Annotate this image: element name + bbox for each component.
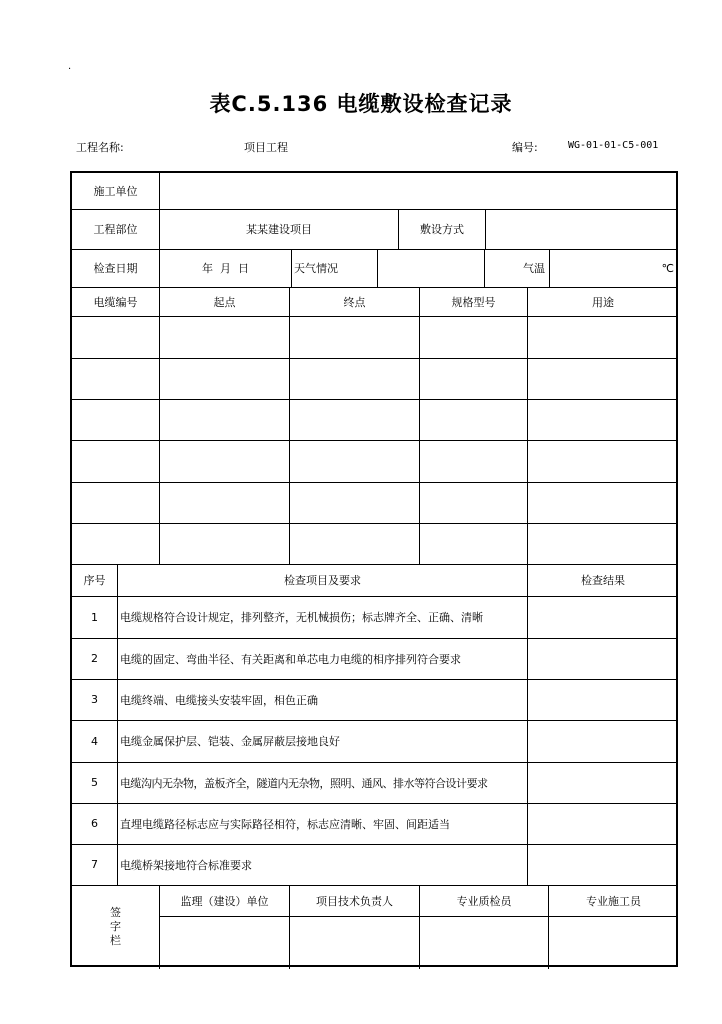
temperature-label: 气温 (523, 262, 545, 275)
grid-line (527, 287, 528, 564)
temperature-unit[interactable]: ℃ (661, 261, 674, 275)
code-value: WG-01-01-C5-001 (568, 140, 659, 151)
grid-line (72, 440, 676, 441)
cable-header-usage: 用途 (592, 295, 614, 309)
check-header-no: 序号 (83, 574, 106, 587)
check-item-result[interactable] (528, 679, 678, 720)
check-item-text: 电缆规格符合设计规定，排列整齐，无机械损伤；标志牌齐全、正确、清晰 (120, 611, 483, 624)
grid-line (72, 316, 676, 317)
check-header-result: 检查结果 (581, 574, 625, 587)
signature-label-char: 字 (110, 920, 121, 933)
signature-box-tech-lead[interactable] (290, 917, 419, 967)
check-item-no: 3 (91, 693, 98, 706)
page-mark: · (68, 64, 72, 75)
cable-header-start: 起点 (213, 295, 236, 309)
check-item-no: 7 (91, 858, 98, 871)
check-item-no: 2 (91, 652, 98, 665)
check-item-text: 电缆沟内无杂物，盖板齐全，隧道内无杂物，照明、通风、排水等符合设计要求 (120, 776, 488, 790)
grid-line (72, 358, 676, 359)
project-name-label: 工程名称: (76, 141, 124, 154)
signature-col-tech-lead: 项目技术负责人 (316, 894, 393, 908)
grid-line (289, 287, 290, 564)
grid-line (159, 287, 160, 564)
check-item-result[interactable] (528, 720, 678, 762)
inspection-form (70, 171, 678, 967)
signature-col-quality-inspector: 专业质检员 (456, 894, 512, 908)
check-item-no: 5 (91, 776, 98, 789)
signature-col-supervisor: 监理（建设）单位 (180, 894, 269, 908)
date-label: 检查日期 (93, 262, 138, 275)
grid-line (72, 399, 676, 400)
check-item-no: 1 (91, 610, 98, 624)
method-field[interactable] (486, 209, 678, 249)
check-item-result[interactable] (528, 638, 678, 679)
cable-header-end: 终点 (343, 295, 366, 309)
date-field[interactable]: 年 月 日 (202, 262, 249, 275)
check-item-text: 电缆的固定、弯曲半径、有关距离和单芯电力电缆的相序排列符合要求 (120, 652, 461, 666)
check-item-result[interactable] (528, 844, 678, 885)
check-item-no: 6 (91, 817, 98, 830)
part-field[interactable]: 某某建设项目 (246, 223, 312, 236)
method-label: 敷设方式 (420, 223, 464, 236)
check-header-item: 检查项目及要求 (284, 574, 361, 587)
signature-label (72, 885, 159, 969)
signature-label-char: 栏 (110, 934, 121, 947)
cable-header-number: 电缆编号 (93, 295, 138, 309)
check-item-text: 电缆终端、电缆接头安装牢固，相色正确 (120, 693, 318, 707)
signature-box-quality-inspector[interactable] (420, 917, 548, 967)
weather-field[interactable] (378, 249, 484, 287)
part-label: 工程部位 (93, 223, 138, 236)
check-item-result[interactable] (528, 596, 678, 638)
grid-line (72, 482, 676, 483)
construction-unit-label: 施工单位 (93, 185, 138, 198)
construction-unit-field[interactable] (160, 173, 678, 209)
check-item-result[interactable] (528, 803, 678, 844)
signature-box-supervisor[interactable] (160, 917, 289, 967)
cable-header-spec: 规格型号 (451, 295, 496, 309)
check-item-text: 电缆桥架接地符合标准要求 (120, 858, 252, 872)
weather-label: 天气情况 (294, 262, 338, 275)
check-item-result[interactable] (528, 762, 678, 803)
check-item-text: 直埋电缆路径标志应与实际路径相符，标志应清晰、牢固、间距适当 (120, 817, 450, 831)
signature-box-constructor[interactable] (549, 917, 678, 967)
signature-label-char: 签 (110, 906, 121, 919)
grid-line (419, 287, 420, 564)
page-title: 表C.5.136 电缆敷设检查记录 (209, 92, 513, 116)
grid-line (72, 523, 676, 524)
check-item-no: 4 (91, 734, 98, 748)
signature-col-constructor: 专业施工员 (586, 894, 641, 908)
check-item-text: 电缆金属保护层、铠装、金属屏蔽层接地良好 (120, 735, 340, 748)
project-name-value: 项目工程 (244, 141, 288, 154)
code-label: 编号: (512, 141, 538, 154)
